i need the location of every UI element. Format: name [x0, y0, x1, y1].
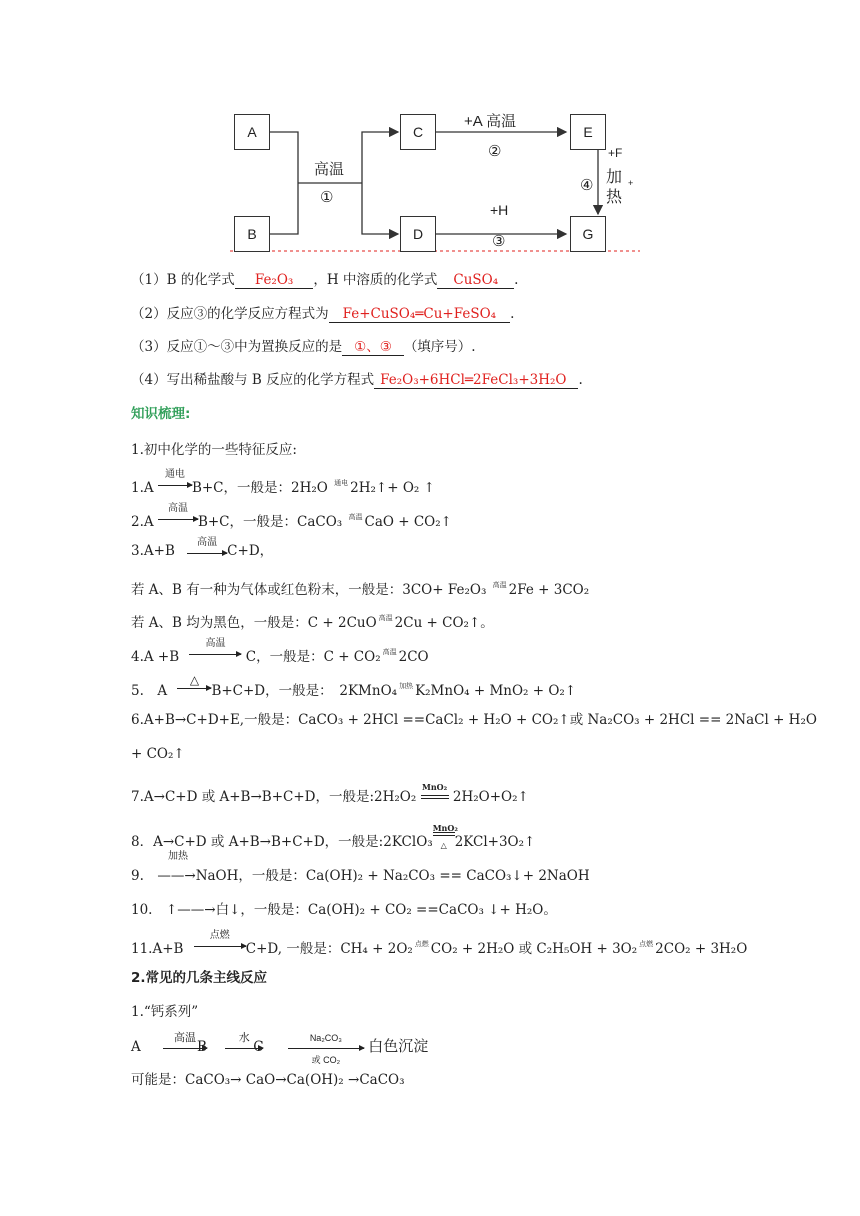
q1-answer-1: Fe₂O₃ [235, 272, 314, 289]
label-plus-f: +F [608, 146, 623, 160]
r11-cond-3: 点燃 [639, 940, 654, 948]
r4-arrow [189, 638, 241, 662]
r11-eq: 2CO₂ + 3H₂O [655, 941, 748, 957]
r3b-text: 若 A、B 均为黑色，一般是：C + 2CuO [131, 615, 377, 631]
r7-text: 7.A→C+D 或 A+B→B+C+D，一般是:2H₂O₂ [131, 789, 417, 805]
r5-cond: △ [189, 673, 200, 687]
r11-cond-2: 点燃 [414, 940, 429, 948]
r4-cond: 高温 [205, 638, 226, 649]
reaction-6: 6.A+B→C+D+E,一般是：CaCO₃ + 2HCl ==CaCl₂ + H₂O + CO₂↑或 Na₂CO₃ + 2HCl == 2NaCl + H₂O [131, 712, 817, 728]
label-circle-1: ① [320, 189, 334, 206]
label-re: 热 [606, 189, 623, 206]
box-e: E [570, 114, 606, 150]
label-circle-4: ④ [580, 177, 594, 194]
r11-cond: 点燃 [209, 930, 230, 941]
reaction-3b [131, 608, 494, 633]
ca-b: B [197, 1039, 207, 1055]
sub-title-1: 1.初中化学的一些特征反应: [131, 442, 297, 458]
box-d: D [400, 216, 436, 252]
r4-rest: C，一般是：C + CO₂ [245, 649, 381, 665]
r1-cond-2: 通电 [334, 479, 349, 487]
r4-cond-2: 高温 [382, 648, 397, 656]
r3b-cond: 高温 [378, 614, 393, 622]
ca-end: 白色沉淀 [368, 1037, 429, 1055]
q3-prefix: （3）反应①～③中为置换反应的是 [131, 339, 343, 355]
reaction-11 [131, 930, 748, 959]
r1-rest: B+C，一般是：2H₂O [191, 480, 328, 496]
r1-eq: 2H₂↑+ O₂ ↑ [350, 480, 435, 496]
question-2 [131, 304, 514, 324]
label-circle-3: ③ [492, 233, 506, 250]
r3-lead: 3.A+B [131, 543, 175, 559]
sub-title-2: 2.常见的几条主线反应 [131, 970, 268, 986]
r2-eq: CaO + CO₂↑ [364, 514, 452, 530]
q2-prefix: （2）反应③的化学反应方程式为 [131, 306, 329, 322]
r3-arrow [187, 537, 227, 561]
ca-cond-1: 高温 [174, 1031, 197, 1044]
reaction-8 [131, 823, 536, 852]
label-plus-a-high-temp: +A 高温 [464, 113, 517, 130]
q3-answer: ①、③ [342, 339, 404, 356]
ca-a: A [131, 1039, 141, 1055]
q1-answer-2: CuSO₄ [437, 272, 514, 289]
r11-mid: CO₂ + 2H₂O 或 C₂H₅OH + 3O₂ [430, 941, 638, 957]
r11-arrow [194, 930, 246, 954]
r3b-eq: 2Cu + CO₂↑。 [394, 615, 494, 631]
r5-cond-2: 加热 [399, 682, 414, 690]
reaction-1 [131, 469, 435, 498]
question-4 [131, 370, 583, 390]
ca-cond-3-top: Na₂CO₃ [309, 1033, 342, 1043]
q4-prefix: （4）写出稀盐酸与 B 反应的化学方程式 [131, 372, 375, 388]
question-1 [131, 270, 518, 290]
r8-under-label: 加热 [168, 851, 188, 862]
reaction-2 [131, 503, 452, 532]
reaction-3 [131, 537, 274, 561]
r8-cond-2: △ [440, 841, 447, 850]
r5-rest: B+C+D，一般是： 2KMnO₄ [211, 683, 398, 699]
ca-cond-2: 水 [238, 1031, 250, 1044]
r11-lead: 11.A+B [131, 941, 184, 957]
r5-eq: K₂MnO₄ + MnO₂ + O₂↑ [415, 683, 577, 699]
ca-arrow-3 [288, 1033, 364, 1065]
q4-answer: Fe₂O₃+6HCl═2FeCl₃+3H₂O [374, 372, 578, 389]
r1-arrow [158, 469, 192, 493]
r2-lead: 2.A [131, 514, 154, 530]
r1-lead: 1.A [131, 480, 154, 496]
label-jia: 加 [606, 169, 623, 186]
r3-rest: C+D， [227, 543, 274, 559]
reaction-4 [131, 638, 429, 667]
r3a-cond: 高温 [492, 581, 507, 589]
ca-cond-3-bottom: 或 CO₂ [311, 1055, 341, 1065]
r7-cond: MnO₂ [422, 782, 448, 792]
r3a-text: 若 A、B 有一种为气体或红色粉末，一般是：3CO+ Fe₂O₃ [131, 582, 487, 598]
r1-cond: 通电 [164, 469, 185, 480]
r8-eq: 2KCl+3O₂↑ [454, 834, 536, 850]
label-high-temp: 高温 [314, 161, 345, 178]
calcium-possible: 可能是：CaCO₃→ CaO→Ca(OH)₂ →CaCO₃ [131, 1072, 405, 1088]
box-b: B [234, 216, 270, 252]
question-3 [131, 337, 476, 357]
r4-lead: 4.A +B [131, 649, 180, 665]
reaction-6-cont: + CO₂↑ [131, 746, 185, 762]
q4-end: . [578, 372, 583, 388]
r8-equals [432, 823, 458, 852]
q1-end: . [514, 272, 519, 288]
r7-equals [421, 782, 449, 807]
label-plus-h: +H [490, 202, 509, 218]
q1-prefix: （1）B 的化学式 [131, 272, 235, 288]
r4-eq: 2CO [398, 649, 429, 665]
r2-cond: 高温 [167, 503, 188, 514]
section-title: 知识梳理: [131, 406, 191, 422]
calcium-chain [131, 1031, 429, 1065]
r5-lead: 5. A [131, 683, 168, 699]
ca-arrow-2 [225, 1031, 263, 1056]
r2-arrow [158, 503, 198, 527]
reaction-10: 10. ↑——→白↓，一般是：Ca(OH)₂ + CO₂ ==CaCO₃ ↓+ H₂O。 [131, 902, 557, 918]
reaction-9: 9. ——→NaOH，一般是：Ca(OH)₂ + Na₂CO₃ == CaCO₃↓+ 2NaOH [131, 868, 590, 884]
box-c: C [400, 114, 436, 150]
q2-answer: Fe+CuSO₄═Cu+FeSO₄ [329, 306, 511, 323]
r2-cond-2: 高温 [348, 513, 363, 521]
r7-eq: 2H₂O+O₂↑ [452, 789, 529, 805]
q1-mid: ，H 中溶质的化学式 [313, 272, 438, 288]
r11-rest: C+D, 一般是：CH₄ + 2O₂ [245, 941, 413, 957]
q2-end: . [510, 306, 515, 322]
label-circle-2: ② [488, 143, 502, 160]
q3-end: （填序号）. [403, 339, 476, 355]
ca-arrow-1 [163, 1031, 207, 1056]
r5-arrow [177, 673, 211, 696]
ca-c: C [253, 1039, 264, 1055]
box-g: G [570, 216, 606, 252]
r2-rest: B+C，一般是：CaCO₃ [197, 514, 343, 530]
r8-text: 8．A→C+D 或 A+B→B+C+D，一般是:2KClO₃ [131, 834, 433, 850]
reaction-flow-diagram [230, 108, 640, 253]
r3a-eq: 2Fe + 3CO₂ [508, 582, 590, 598]
box-a: A [234, 114, 270, 150]
reaction-5 [131, 673, 577, 701]
calcium-series-title: 1.“钙系列” [131, 1004, 199, 1020]
reaction-3a [131, 575, 589, 600]
label-plus-small: + [628, 178, 634, 188]
r8-cond: MnO₂ [432, 823, 458, 833]
reaction-7 [131, 782, 529, 807]
r3-cond: 高温 [197, 537, 218, 548]
